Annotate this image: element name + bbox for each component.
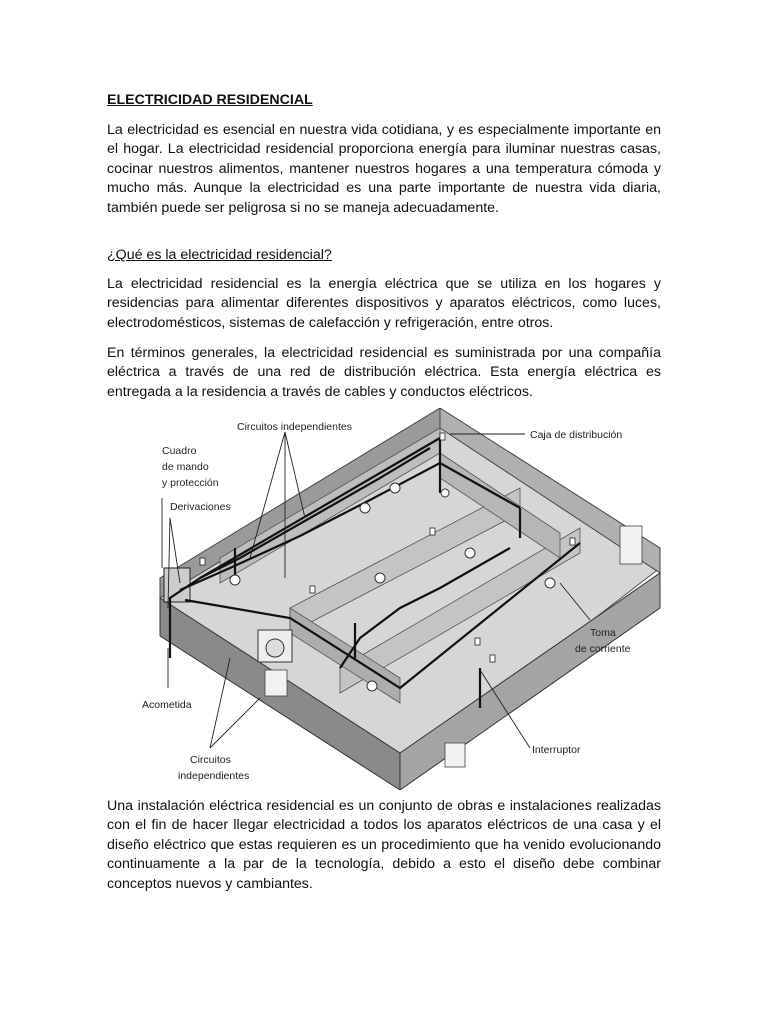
label-circuitos-bottom-2: independientes xyxy=(178,770,250,782)
label-interruptor: Interruptor xyxy=(532,744,581,756)
label-cuadro-1: Cuadro xyxy=(162,445,197,457)
installation-paragraph: Una instalación eléctrica residencial es un conjunto de obras e instalaciones realizadas con el fin de hacer llegar electricidad a todos los aparatos eléctricos de una casa y el diseño eléctrico que estas requieren es un procedimiento que ha venido evolucionando continuamente a la par de la tecnología, debido a esto el diseño debe combinar conceptos nuevos y cambiantes. xyxy=(107,798,661,892)
label-acometida: Acometida xyxy=(142,699,192,711)
intro-paragraph: La electricidad es esencial en nuestra vida cotidiana, y es especialmente importante en el hogar. La electricidad residencial proporciona energía para iluminar nuestras casas, cocinar nuestros alimentos, mantener nuestros hogares a una temperatura cómoda y mucho más. Aunque la electricidad es una parte importante de nuestra vida diaria, también puede ser peligrosa si no se maneja adecuadamente. xyxy=(107,122,661,216)
label-toma-2: de corriente xyxy=(575,643,631,655)
label-derivaciones: Derivaciones xyxy=(170,501,231,513)
supply-paragraph: En términos generales, la electricidad residencial es suministrada por una compañía eléctrica a través de una red de distribución eléctrica. Esta energía eléctrica es entregada a la residencia a través de cables y conductos eléctricos. xyxy=(107,345,661,400)
window xyxy=(620,526,642,564)
label-circuitos-top: Circuitos independientes xyxy=(237,421,352,433)
label-toma-1: Toma xyxy=(590,627,616,639)
definition-paragraph: La electricidad residencial es la energía eléctrica que se utiliza en los hogares y residencias para alimentar diferentes dispositivos y aparatos eléctricos, como luces, electrodomésticos, sistemas de calefacción y refrigeración, entre otros. xyxy=(107,276,661,331)
label-caja: Caja de distribución xyxy=(530,429,623,441)
document-title: ELECTRICIDAD RESIDENCIAL xyxy=(107,92,313,108)
label-circuitos-bottom-1: Circuitos xyxy=(190,754,231,766)
window xyxy=(445,743,465,767)
label-cuadro-2: de mando xyxy=(162,461,209,473)
window xyxy=(265,670,287,696)
section-subheading: ¿Qué es la electricidad residencial? xyxy=(107,247,332,263)
floor-slab xyxy=(160,420,660,768)
washing-machine-door xyxy=(266,639,284,657)
label-cuadro-3: y protección xyxy=(162,477,219,489)
house-wiring-diagram xyxy=(140,408,670,790)
